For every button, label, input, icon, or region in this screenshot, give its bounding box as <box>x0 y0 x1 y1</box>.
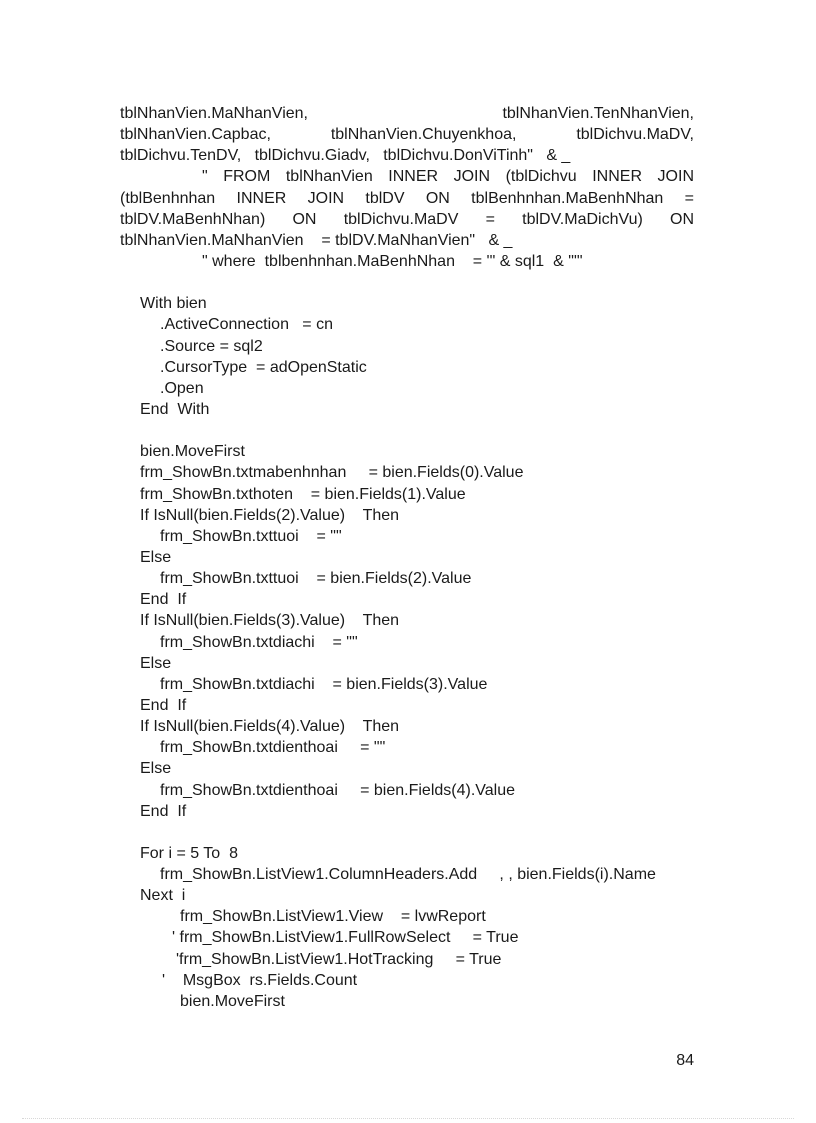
code-line: End With <box>140 400 210 418</box>
code-line: .Open <box>160 379 204 397</box>
code-line: 'frm_ShowBn.ListView1.HotTracking = True <box>176 950 502 968</box>
code-line: frm_ShowBn.txtdienthoai = "" <box>160 739 386 757</box>
code-line: End If <box>140 591 187 609</box>
blank-line <box>120 822 694 843</box>
page-bottom-divider <box>22 1118 794 1119</box>
code-line: For i = 5 To 8 <box>140 844 238 862</box>
code-line: tblNhanVien.MaNhanVien = tblDV.MaNhanVien" & _ <box>120 231 513 249</box>
code-line: .ActiveConnection = cn <box>160 316 333 334</box>
code-line: frm_ShowBn.txttuoi = "" <box>160 527 342 545</box>
code-line: tblDV.MaBenhNhan) ON tblDichvu.MaDV = tblDV.MaDichVu) ON <box>120 210 694 228</box>
code-line: Else <box>140 760 172 778</box>
code-line: frm_ShowBn.txttuoi = bien.Fields(2).Value <box>160 570 472 588</box>
code-line: If IsNull(bien.Fields(3).Value) Then <box>140 612 400 630</box>
code-line: ' frm_ShowBn.ListView1.FullRowSelect = True <box>172 929 519 947</box>
code-line: tblDichvu.TenDV, tblDichvu.Giadv, tblDichvu.DonViTinh" & _ <box>120 147 571 165</box>
code-line: " FROM tblNhanVien INNER JOIN (tblDichvu INNER JOIN <box>202 168 694 186</box>
code-line: tblNhanVien.Capbac, tblNhanVien.Chuyenkhoa, tblDichvu.MaDV, <box>120 126 694 144</box>
code-line: frm_ShowBn.txtdienthoai = bien.Fields(4).Value <box>160 781 515 799</box>
code-line: Next i <box>140 887 186 905</box>
code-line: If IsNull(bien.Fields(2).Value) Then <box>140 506 400 524</box>
code-line: frm_ShowBn.txtmabenhnhan = bien.Fields(0).Value <box>140 464 524 482</box>
code-line: Else <box>140 548 172 566</box>
code-line: frm_ShowBn.ListView1.ColumnHeaders.Add , , bien.Fields(i).Name <box>160 866 656 884</box>
blank-line <box>120 420 694 441</box>
code-line: If IsNull(bien.Fields(4).Value) Then <box>140 718 400 736</box>
code-line: tblNhanVien.MaNhanVien, tblNhanVien.TenNhanVien, <box>120 105 694 122</box>
code-line: Else <box>140 654 172 672</box>
code-line: With bien <box>140 295 207 313</box>
code-line: ' MsgBox rs.Fields.Count <box>162 971 358 989</box>
code-line: bien.MoveFirst <box>180 992 285 1010</box>
code-line: frm_ShowBn.txtdiachi = bien.Fields(3).Value <box>160 675 488 693</box>
blank-line <box>120 272 694 293</box>
code-line: End If <box>140 696 187 714</box>
code-line: End If <box>140 802 187 820</box>
page-number: 84 <box>676 1052 694 1069</box>
code-line: (tblBenhnhan INNER JOIN tblDV ON tblBenhnhan.MaBenhNhan = <box>120 189 694 207</box>
code-line: frm_ShowBn.txthoten = bien.Fields(1).Value <box>140 485 466 503</box>
code-line: frm_ShowBn.txtdiachi = "" <box>160 633 358 651</box>
code-line: .CursorType = adOpenStatic <box>160 358 367 376</box>
code-listing <box>120 103 694 1012</box>
code-line: frm_ShowBn.ListView1.View = lvwReport <box>180 908 486 926</box>
code-line: .Source = sql2 <box>160 337 263 355</box>
code-line: bien.MoveFirst <box>140 443 245 461</box>
code-line: " where tblbenhnhan.MaBenhNhan = '" & sql1 & "'" <box>202 252 583 270</box>
